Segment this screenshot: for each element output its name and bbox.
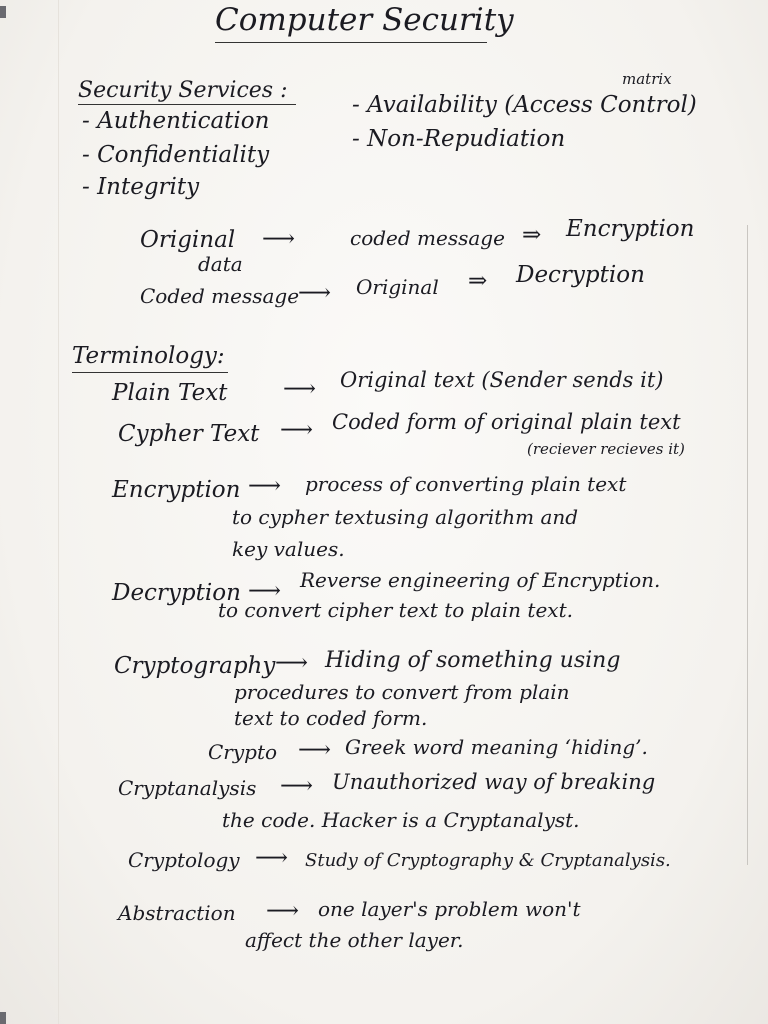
page-edge-mark <box>0 1012 6 1024</box>
flow-result: Decryption <box>516 262 645 288</box>
term-arrow: ⟶ <box>298 737 331 763</box>
term-arrow: ⟶ <box>283 376 316 402</box>
service-item: - Integrity <box>82 174 200 200</box>
flow-to: coded message <box>350 226 505 250</box>
term-arrow: ⟶ <box>280 773 313 799</box>
page-title: Computer Security <box>215 2 514 38</box>
term-definition: to cypher textusing algorithm and <box>232 505 579 529</box>
title-underline <box>215 42 487 43</box>
term-definition: Hiding of something using <box>325 648 621 673</box>
term-definition: key values. <box>232 537 345 561</box>
term-definition: text to coded form. <box>234 706 428 730</box>
flow-from-sub: data <box>198 252 243 276</box>
term-arrow: ⟶ <box>248 578 281 604</box>
term-definition: procedures to convert from plain <box>234 680 570 704</box>
term-note: (reciever recieves it) <box>527 440 685 458</box>
term-arrow: ⟶ <box>266 898 299 924</box>
service-item: - Authentication <box>82 108 270 134</box>
term-label: Cryptography <box>114 653 276 679</box>
page-edge-line <box>747 225 748 865</box>
flow-implies: ⇒ <box>522 222 542 248</box>
flow-result: Encryption <box>566 216 695 242</box>
term-definition: Reverse engineering of Encryption. <box>300 568 661 592</box>
term-label: Encryption <box>112 477 241 503</box>
flow-arrow: ⟶ <box>298 280 331 306</box>
flow-to: Original <box>356 275 439 299</box>
term-definition: the code. Hacker is a Cryptanalyst. <box>222 808 580 832</box>
term-definition: Unauthorized way of breaking <box>332 770 656 794</box>
terminology-heading-underline <box>72 372 228 373</box>
term-label: Cryptology <box>128 848 240 872</box>
flow-implies: ⇒ <box>468 268 488 294</box>
term-label: Decryption <box>112 580 241 606</box>
flow-from: Coded message <box>140 284 300 308</box>
term-arrow: ⟶ <box>280 417 313 443</box>
term-arrow: ⟶ <box>275 650 308 676</box>
page-margin-line <box>58 0 59 1024</box>
flow-arrow: ⟶ <box>262 226 295 252</box>
term-arrow: ⟶ <box>248 473 281 499</box>
term-definition: affect the other layer. <box>245 928 464 952</box>
term-definition: Original text (Sender sends it) <box>340 368 664 392</box>
flow-from: Original <box>140 227 236 253</box>
term-arrow: ⟶ <box>255 845 288 871</box>
term-definition: one layer's problem won't <box>318 897 581 921</box>
service-item: - Availability (Access Control) <box>352 92 697 118</box>
term-label: Cypher Text <box>118 421 260 447</box>
term-label: Plain Text <box>112 380 228 406</box>
term-label: Cryptanalysis <box>118 776 257 800</box>
terminology-heading: Terminology: <box>72 343 225 369</box>
services-heading: Security Services : <box>78 78 288 103</box>
term-definition: Study of Cryptography & Cryptanalysis. <box>305 850 671 871</box>
service-item: - Non-Repudiation <box>352 126 566 152</box>
service-item: - Confidentiality <box>82 142 270 168</box>
term-definition: Greek word meaning ‘hiding’. <box>345 735 648 759</box>
term-definition: to convert cipher text to plain text. <box>218 598 573 622</box>
term-definition: process of converting plain text <box>305 472 627 496</box>
page-edge-mark <box>0 6 6 18</box>
term-label: Abstraction <box>118 901 236 925</box>
service-note: matrix <box>622 70 672 88</box>
services-heading-underline <box>78 104 296 105</box>
term-label: Crypto <box>208 740 278 764</box>
term-definition: Coded form of original plain text <box>332 410 681 434</box>
